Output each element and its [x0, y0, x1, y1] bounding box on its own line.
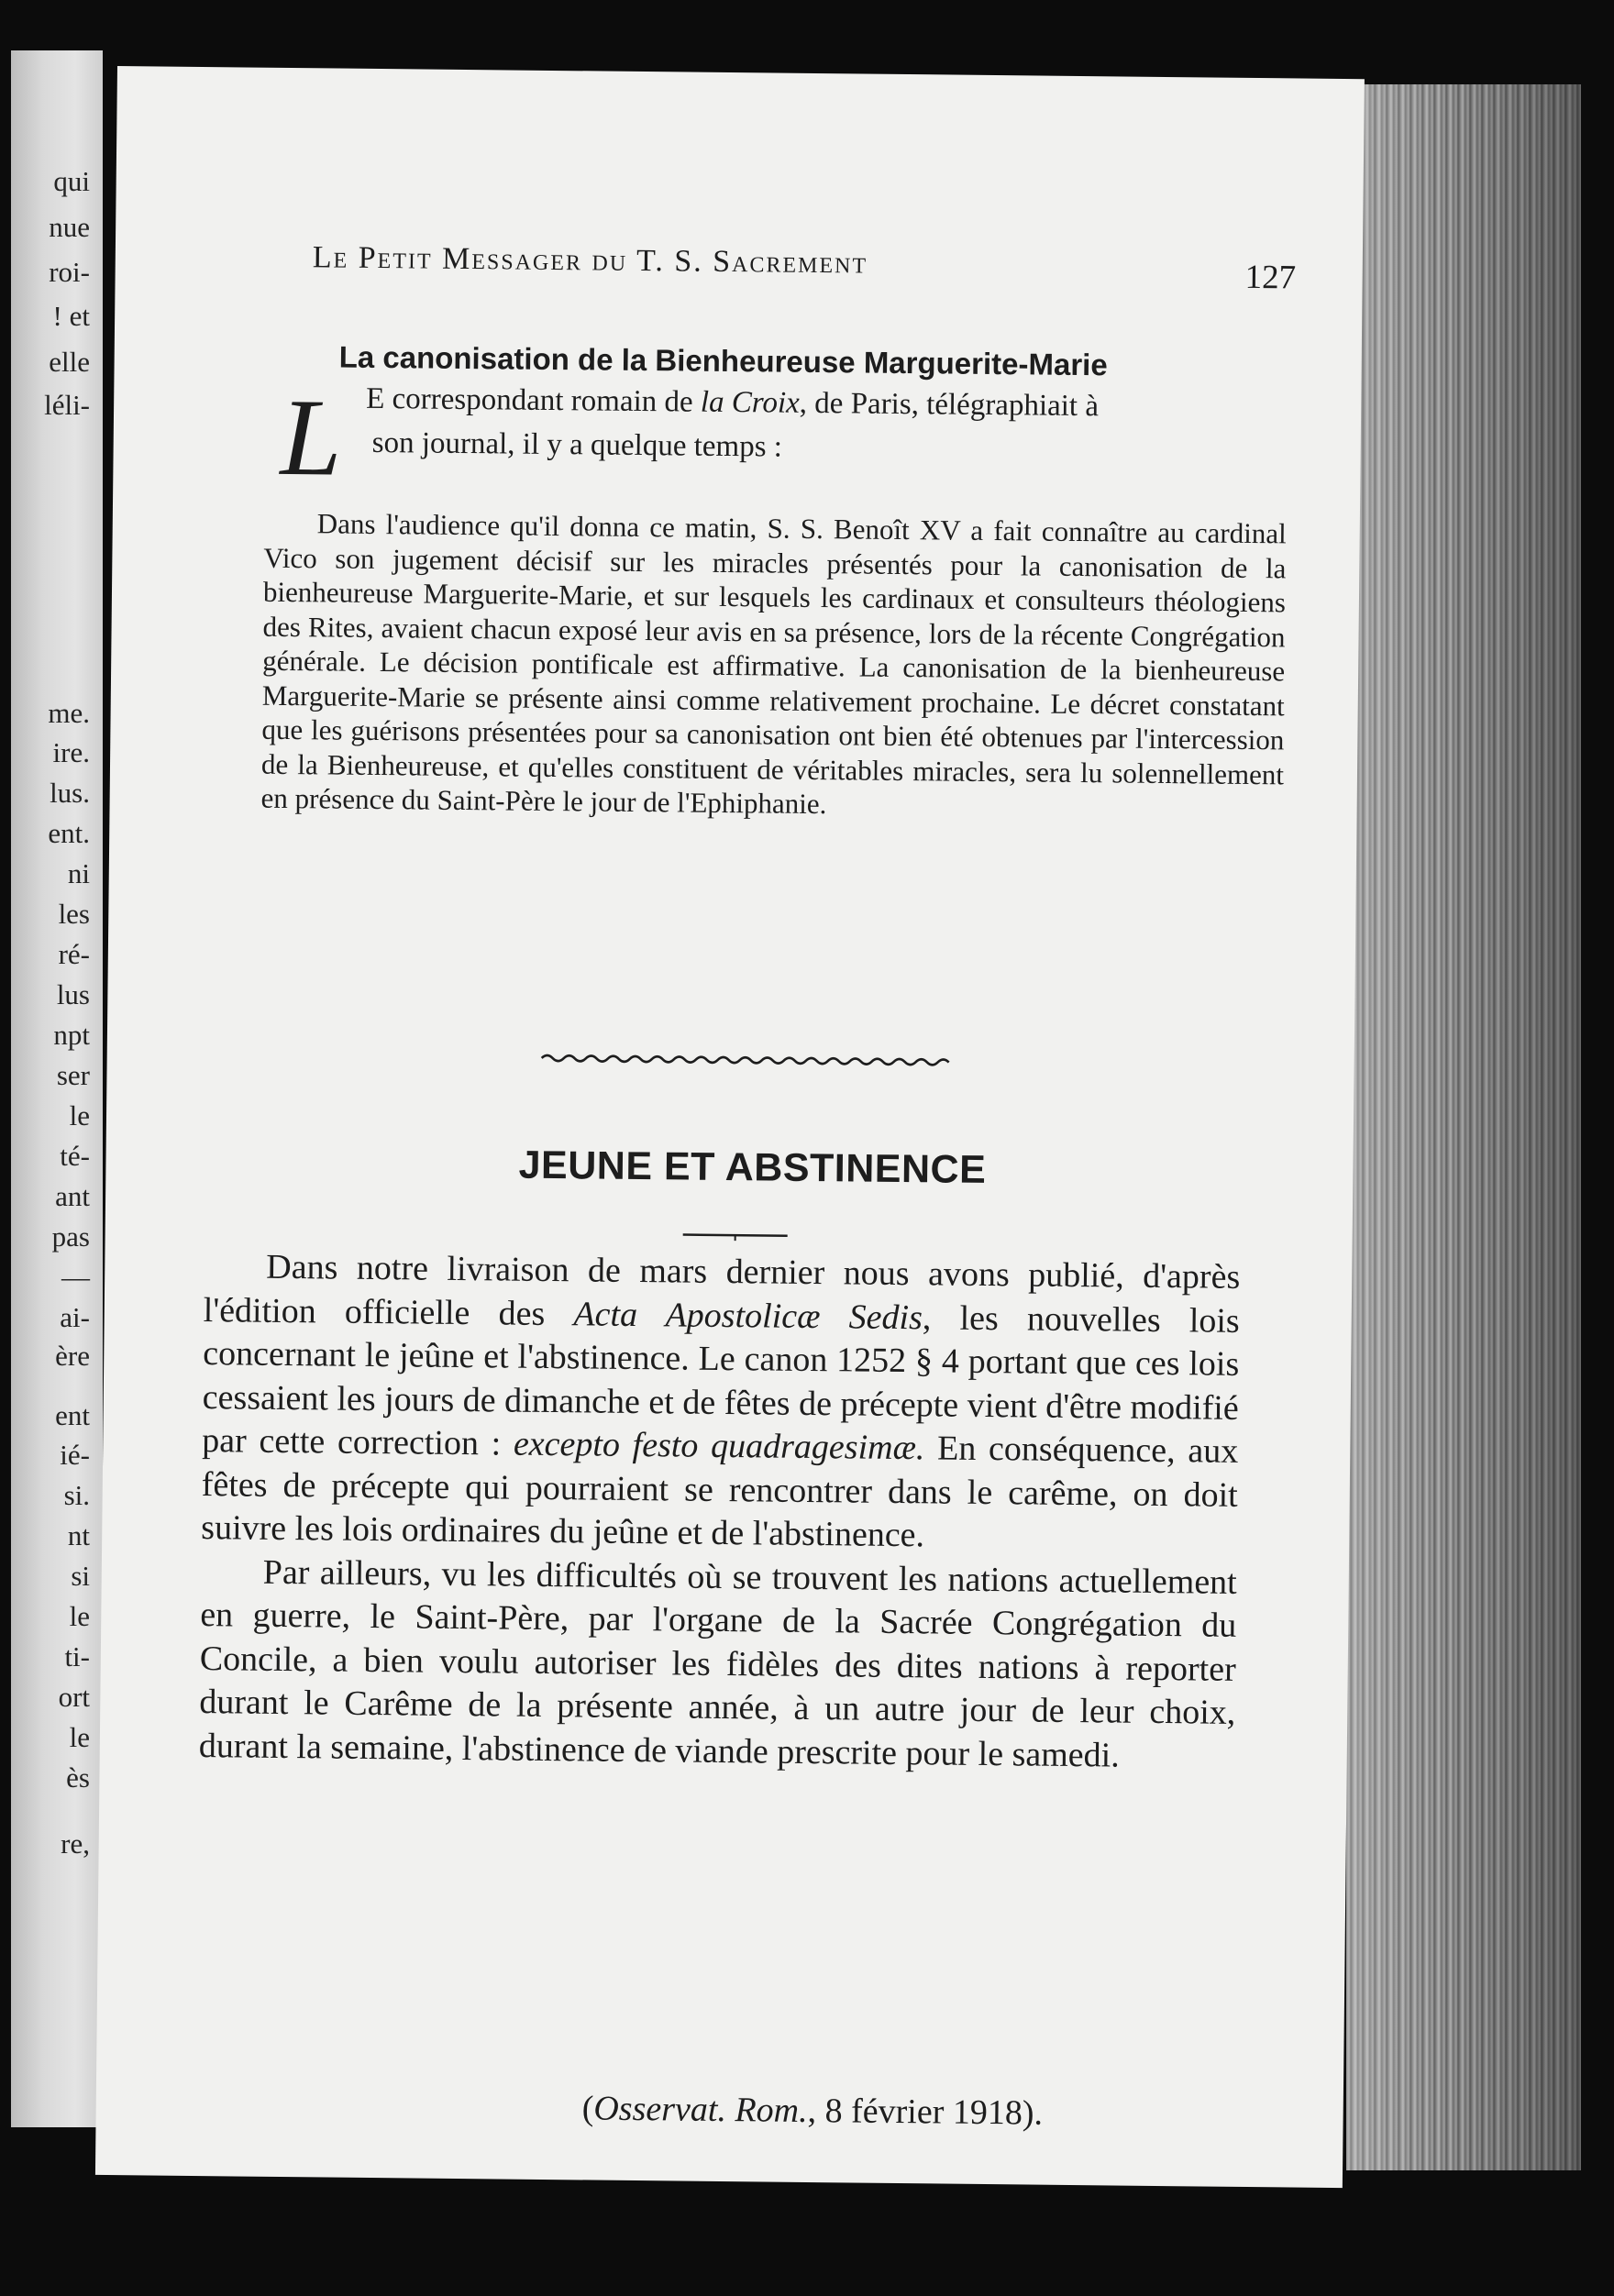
source-title: Osservat. Rom.: [593, 2089, 808, 2131]
p1-text-b: , les nouvelles lois concernant le jeûne et l'abstinence. Le canon 1252 § 4 portant que ces lois cessaient les jours de dimanche et de fêtes de précepte vient d'être modifié par cette correction :: [202, 1297, 1240, 1463]
left-page-fragment: ti-: [64, 1640, 90, 1672]
intro-text-1a: E correspondant romain de: [366, 381, 702, 419]
left-page-fragment: lus.: [50, 777, 90, 809]
p1-latin-phrase: excepto festo quadragesimæ.: [513, 1424, 925, 1468]
left-page-fragment: ! et: [52, 300, 90, 332]
article-quote: [260, 506, 1286, 826]
left-page-fragment: ort: [58, 1681, 90, 1713]
page-number: 127: [1244, 258, 1297, 297]
left-page-fragment: ié-: [60, 1439, 90, 1471]
left-page-fragment: me.: [48, 697, 90, 729]
source-citation: [581, 2088, 1043, 2133]
left-page-fragment: le: [69, 1600, 90, 1632]
p1-text-c: En conséquence, aux fêtes de précepte qui pourraient se rencontrer dans le carême, on doit suivre les lois ordinaires du jeûne et de l'abstinence.: [201, 1429, 1239, 1555]
drop-cap: L: [280, 375, 343, 499]
left-page-fragment: ent.: [48, 817, 90, 849]
left-page-fragment: ère: [55, 1340, 90, 1372]
left-page-fragment: si: [71, 1560, 90, 1592]
left-page-fragment: pas: [51, 1220, 90, 1253]
left-page-fragment: ni: [67, 857, 90, 889]
left-page-fragment: ser: [56, 1059, 90, 1091]
left-page-fragment: nt: [67, 1519, 90, 1551]
quote-indent: [264, 533, 317, 534]
left-page-fragment: té-: [60, 1140, 90, 1172]
left-page-fragment: ent: [55, 1399, 90, 1431]
left-page-fragment: —: [61, 1261, 90, 1293]
article-body: [199, 1245, 1241, 1779]
source-paren: (: [581, 2089, 594, 2128]
intro-line-1: [366, 381, 1283, 426]
page-edge-shade: [1346, 84, 1581, 2170]
left-page-fragment: ai-: [60, 1301, 90, 1333]
source-date: , 8 février 1918).: [807, 2092, 1044, 2133]
left-page-fragment: les: [58, 898, 90, 930]
ornament-rule: [540, 1050, 955, 1071]
left-page-fragment: le: [69, 1721, 90, 1753]
quote-text: Dans l'audience qu'il donna ce matin, S. S. Benoît XV a fait connaître au cardinal Vico son jugement décisif sur les miracles présentés pour la canonisation de la bienheureuse Marguerite-Marie, et sur lesquels les cardinaux et consulteurs théologiens des Rites, avaient chacun exposé leur avis en sa présence, lors de la récente Congrégation générale. Le décision pontificale est affirmative. La canonisation de la bienheureuse Marguerite-Marie se présente ainsi comme relativement prochaine. Le décret constatant que les guérisons présentées pour sa canonisation ont bien été obtenues par l'intercession de la Bienheureuse, et qu'elles constituent de véritables miracles, sera lu solennellement en présence du Saint-Père le jour de l'Ephiphanie.: [260, 507, 1287, 821]
p1-text-a: Dans notre livraison de mars dernier nous avons publié, d'après l'édition officielle des: [203, 1247, 1241, 1333]
left-page-fragment: ès: [66, 1761, 90, 1794]
left-page-fragment: le: [69, 1099, 90, 1131]
section-title: JEUNE ET ABSTINENCE: [518, 1142, 987, 1192]
running-head: [313, 240, 1308, 285]
left-page-fragment: ré-: [58, 938, 90, 970]
intro-text-1b: , de Paris, télégraphiait à: [799, 386, 1100, 424]
intro-line-2: son journal, il y a quelque temps :: [371, 425, 783, 464]
left-page-fragment: si.: [63, 1479, 90, 1511]
left-page-fragment: ant: [55, 1180, 90, 1212]
left-page-fragment: roi-: [49, 256, 90, 288]
left-page-fragment: qui: [53, 165, 90, 197]
book-page: [95, 66, 1365, 2188]
left-page-fragment: ire.: [52, 736, 90, 768]
left-page-fragment: nue: [49, 211, 90, 243]
paragraph-2: Par ailleurs, vu les difficultés où se trouvent les nations actuellement en guerre, le Saint-Père, par l'organe de la Sacrée Congrégation du Concile, a bien voulu autoriser les fidèles des dites nations à reporter durant le Carême de la présente année, à un autre jour de leur choix, durant la semaine, l'abstinence de viande prescrite pour le samedi.: [198, 1552, 1237, 1775]
left-page-fragment: léli-: [44, 389, 90, 421]
newspaper-name: la Croix: [700, 385, 800, 420]
paragraph-1: [201, 1245, 1240, 1561]
left-page-fragment: re,: [61, 1827, 90, 1860]
running-title: Le Petit Messager du T. S. Sacrement: [312, 240, 868, 281]
left-page-fragment: npt: [53, 1019, 90, 1051]
left-page-fragment: elle: [49, 346, 90, 378]
facing-page-left: [11, 50, 103, 2127]
title-divider: [681, 1230, 790, 1243]
left-page-fragment: lus: [56, 978, 90, 1010]
article-title: La canonisation de la Bienheureuse Marguerite-Marie: [338, 339, 1108, 382]
p1-journal: Acta Apostolicæ Sedis: [573, 1294, 923, 1337]
